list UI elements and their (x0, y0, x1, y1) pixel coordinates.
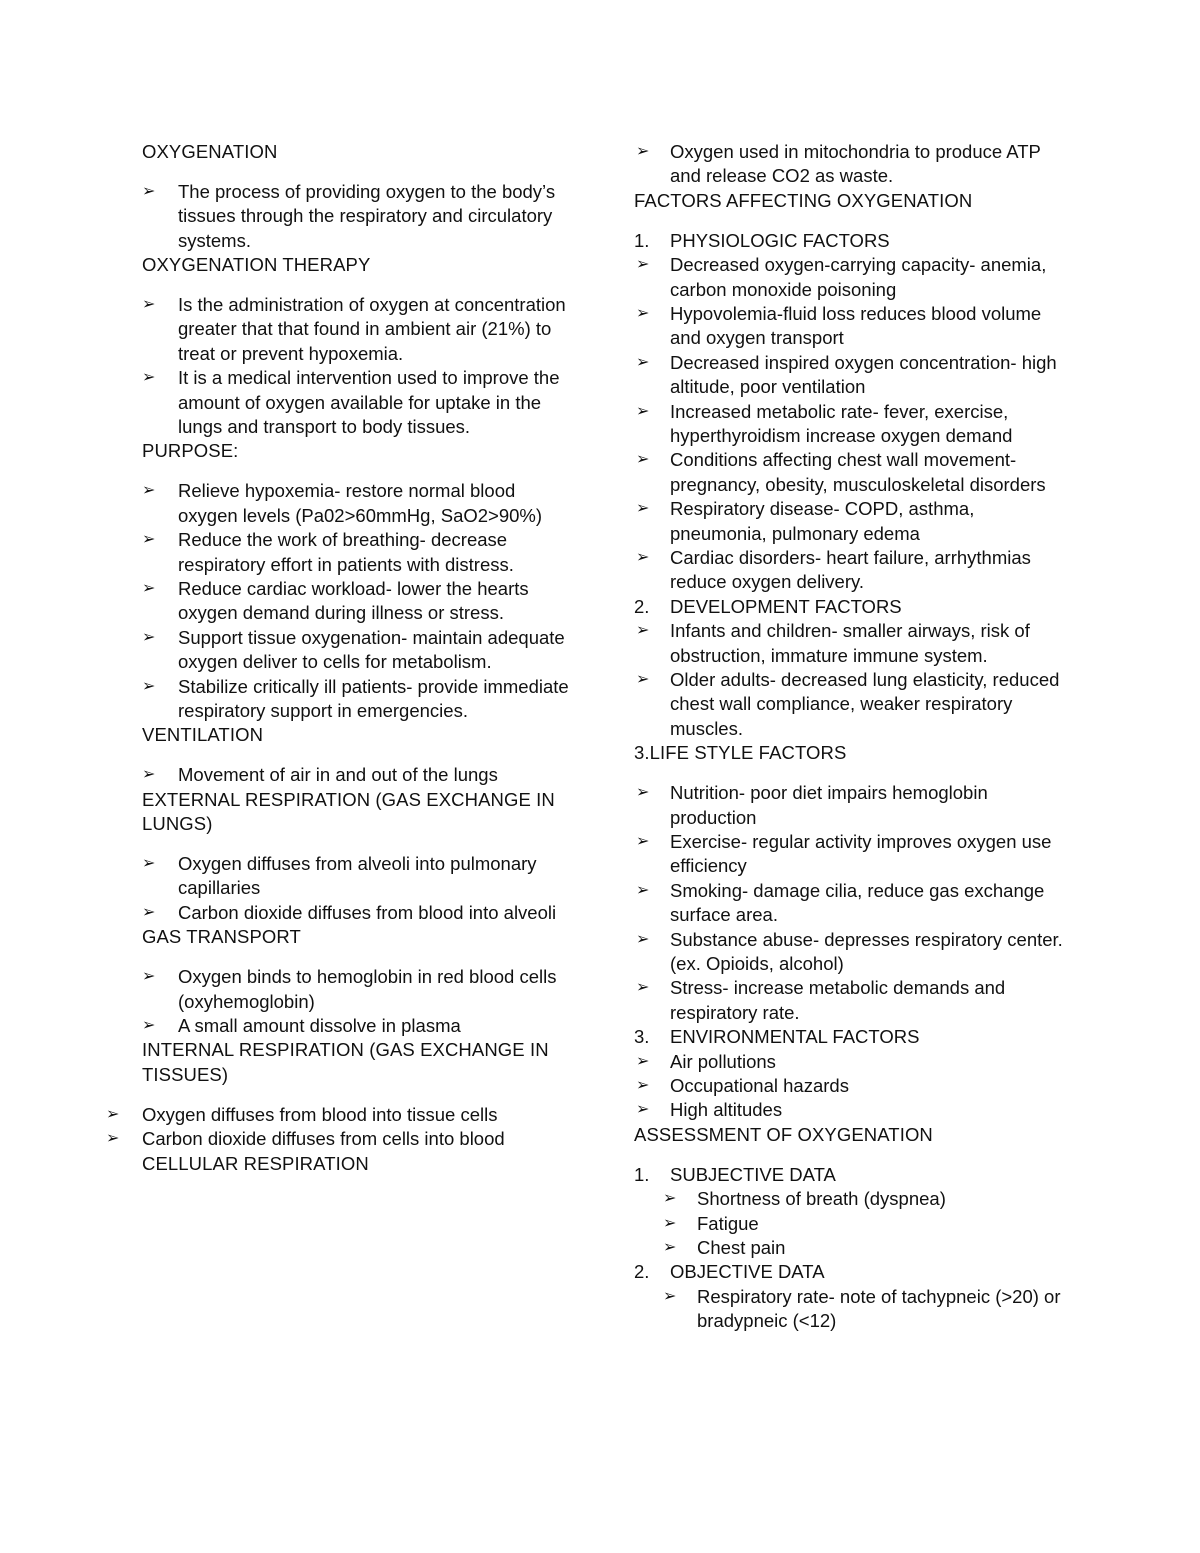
arrow-bullet-icon: ➢ (142, 903, 156, 921)
arrow-bullet-icon: ➢ (142, 580, 156, 597)
arrow-bullet-icon: ➢ (636, 1052, 650, 1070)
list-item: ➢ Increased metabolic rate- fever, exercise, hyperthyroidism increase oxygen demand (636, 400, 1013, 446)
arrow-bullet-icon: ➢ (142, 296, 156, 314)
therapy-list (106, 293, 576, 439)
list-item: ➢ Decreased oxygen-carrying capacity- anemia, carbon monoxide poisoning (636, 254, 1047, 300)
list-item: ➢ Relieve hypoxemia- restore normal blood oxygen levels (Pa02>60mmHg, SaO2>90%) (142, 480, 543, 526)
arrow-bullet-icon: ➢ (636, 304, 650, 322)
numbered-heading-subjective: 1. SUBJECTIVE DATA (634, 1163, 836, 1185)
arrow-bullet-icon: ➢ (636, 143, 650, 160)
heading-internal-respiration: INTERNAL RESPIRATION (GAS EXCHANGE IN TISSUES) (142, 1039, 549, 1085)
subjective-list (634, 1187, 1074, 1260)
arrow-bullet-icon: ➢ (636, 784, 650, 802)
list-item: ➢ It is a medical intervention used to improve the amount of oxygen available for uptake in the lungs and transport to body tissues. (142, 367, 560, 438)
physiologic-list (634, 253, 1074, 595)
arrow-bullet-icon: ➢ (636, 622, 650, 640)
list-item: ➢ Hypovolemia-fluid loss reduces blood volume and oxygen transport (636, 302, 1042, 349)
external-list (106, 852, 576, 925)
environmental-list (634, 1050, 1074, 1123)
numbered-heading-physiologic: 1. PHYSIOLOGIC FACTORS (634, 229, 890, 251)
arrow-bullet-icon: ➢ (142, 369, 156, 387)
list-item: ➢ Exercise- regular activity improves oxygen use efficiency (636, 830, 1052, 877)
list-item: ➢ Nutrition- poor diet impairs hemoglobin production (636, 782, 988, 828)
arrow-bullet-icon: ➢ (142, 677, 156, 695)
list-item: ➢ Cardiac disorders- heart failure, arrhythmias reduce oxygen delivery. (636, 547, 1031, 593)
list-item: ➢ Oxygen diffuses from alveoli into pulmonary capillaries (142, 853, 537, 899)
heading-assessment: ASSESSMENT OF OXYGENATION (634, 1123, 933, 1145)
arrow-bullet-icon: ➢ (636, 1101, 650, 1119)
list-item: ➢ Decreased inspired oxygen concentration- high altitude, poor ventilation (636, 351, 1057, 398)
arrow-bullet-icon: ➢ (142, 968, 156, 986)
arrow-bullet-icon: ➢ (142, 531, 156, 549)
arrow-bullet-icon: ➢ (142, 1017, 156, 1034)
list-item: ➢ Conditions affecting chest wall movement- pregnancy, obesity, musculoskeletal disorders (636, 449, 1046, 495)
arrow-bullet-icon: ➢ (663, 1190, 677, 1208)
ventilation-list (106, 763, 576, 787)
internal-list (106, 1103, 576, 1152)
list-item: ➢ Respiratory disease- COPD, asthma, pneumonia, pulmonary edema (636, 498, 975, 544)
arrow-bullet-icon: ➢ (636, 671, 650, 689)
heading-cellular-respiration: CELLULAR RESPIRATION (142, 1152, 369, 1174)
list-item: ➢ A small amount dissolve in plasma (106, 1014, 576, 1038)
arrow-bullet-icon: ➢ (636, 500, 650, 518)
objective-list (634, 1285, 1074, 1334)
arrow-bullet-icon: ➢ (636, 353, 650, 371)
arrow-bullet-icon: ➢ (636, 832, 650, 850)
list-item: ➢ High altitudes (634, 1098, 1074, 1122)
heading-gas-transport: GAS TRANSPORT (142, 926, 301, 948)
right-column (634, 140, 1074, 1334)
heading-factors-affecting: FACTORS AFFECTING OXYGENATION (634, 189, 973, 211)
list-item: ➢ Stabilize critically ill patients- provide immediate respiratory support in emergencies. (142, 675, 569, 722)
list-item: ➢ Is the administration of oxygen at concentration greater that that found in ambient air (21%) to treat or prevent hypoxemia. (142, 294, 566, 364)
arrow-bullet-icon: ➢ (142, 855, 156, 873)
arrow-bullet-icon: ➢ (636, 256, 650, 274)
arrow-bullet-icon: ➢ (636, 402, 650, 420)
numbered-heading-development: 2. DEVELOPMENT FACTORS (634, 595, 902, 617)
list-item: ➢ Shortness of breath (dyspnea) (634, 1187, 1074, 1211)
arrow-bullet-icon: ➢ (142, 628, 156, 646)
development-list (634, 619, 1074, 741)
oxygenation-list (106, 180, 576, 253)
heading-ventilation: VENTILATION (142, 724, 264, 746)
list-item: ➢ Oxygen diffuses from blood into tissue cells (106, 1103, 576, 1127)
list-item: ➢ Oxygen used in mitochondria to produce ATP and release CO2 as waste. (636, 141, 1041, 187)
list-item: ➢ Infants and children- smaller airways, risk of obstruction, immature immune system. (636, 620, 1030, 666)
arrow-bullet-icon: ➢ (636, 979, 650, 997)
arrow-bullet-icon: ➢ (142, 766, 156, 784)
list-item: ➢ Respiratory rate- note of tachypneic (>20) or bradypneic (<12) (663, 1285, 1061, 1332)
list-item: ➢ Smoking- damage cilia, reduce gas exchange surface area. (636, 879, 1045, 926)
list-item: ➢ Oxygen binds to hemoglobin in red blood cells (oxyhemoglobin) (142, 966, 557, 1012)
lifestyle-list (634, 781, 1074, 1025)
transport-list (106, 965, 576, 1038)
list-item: ➢ Occupational hazards (634, 1074, 1074, 1098)
list-item: ➢ Fatigue (634, 1212, 1074, 1236)
heading-external-respiration: EXTERNAL RESPIRATION (GAS EXCHANGE IN LUNGS) (142, 788, 555, 835)
heading-purpose: PURPOSE: (142, 440, 239, 462)
arrow-bullet-icon: ➢ (636, 930, 650, 948)
arrow-bullet-icon: ➢ (106, 1130, 120, 1148)
list-item: ➢ Air pollutions (634, 1050, 1074, 1074)
list-item: ➢ Movement of air in and out of the lungs (106, 763, 576, 787)
list-item: ➢ Stress- increase metabolic demands and respiratory rate. (636, 977, 1006, 1023)
list-item: ➢ Carbon dioxide diffuses from blood into alveoli (106, 901, 576, 925)
list-item: ➢ Substance abuse- depresses respiratory center. (ex. Opioids, alcohol) (636, 928, 1063, 974)
numbered-heading-objective: 2. OBJECTIVE DATA (634, 1261, 825, 1283)
list-item: ➢ Chest pain (634, 1236, 1074, 1260)
purpose-list (106, 479, 576, 723)
list-item: ➢ Carbon dioxide diffuses from cells into blood (106, 1127, 576, 1151)
cellular-list (634, 140, 1074, 189)
list-item: ➢ Support tissue oxygenation- maintain adequate oxygen deliver to cells for metabolism. (142, 626, 565, 673)
list-item: ➢ Older adults- decreased lung elasticity, reduced chest wall compliance, weaker respiratory muscles. (636, 669, 1060, 739)
arrow-bullet-icon: ➢ (636, 451, 650, 469)
heading-oxygenation-therapy: OXYGENATION THERAPY (142, 254, 371, 276)
arrow-bullet-icon: ➢ (106, 1105, 120, 1123)
left-column (106, 140, 576, 1176)
arrow-bullet-icon: ➢ (663, 1238, 677, 1256)
arrow-bullet-icon: ➢ (142, 482, 156, 500)
arrow-bullet-icon: ➢ (636, 549, 650, 566)
arrow-bullet-icon: ➢ (636, 881, 650, 899)
arrow-bullet-icon: ➢ (663, 1214, 677, 1232)
heading-oxygenation: OXYGENATION (142, 141, 278, 162)
list-item: ➢ Reduce cardiac workload- lower the hearts oxygen demand during illness or stress. (142, 578, 529, 624)
heading-lifestyle-factors: 3.LIFE STYLE FACTORS (634, 742, 847, 764)
arrow-bullet-icon: ➢ (663, 1287, 677, 1305)
arrow-bullet-icon: ➢ (142, 182, 156, 200)
arrow-bullet-icon: ➢ (636, 1077, 650, 1095)
list-item: ➢ The process of providing oxygen to the body’s tissues through the respiratory and circulatory systems. (142, 180, 556, 251)
list-item: ➢ Reduce the work of breathing- decrease respiratory effort in patients with distress. (142, 529, 514, 575)
numbered-heading-environmental: 3. ENVIRONMENTAL FACTORS (634, 1026, 920, 1048)
